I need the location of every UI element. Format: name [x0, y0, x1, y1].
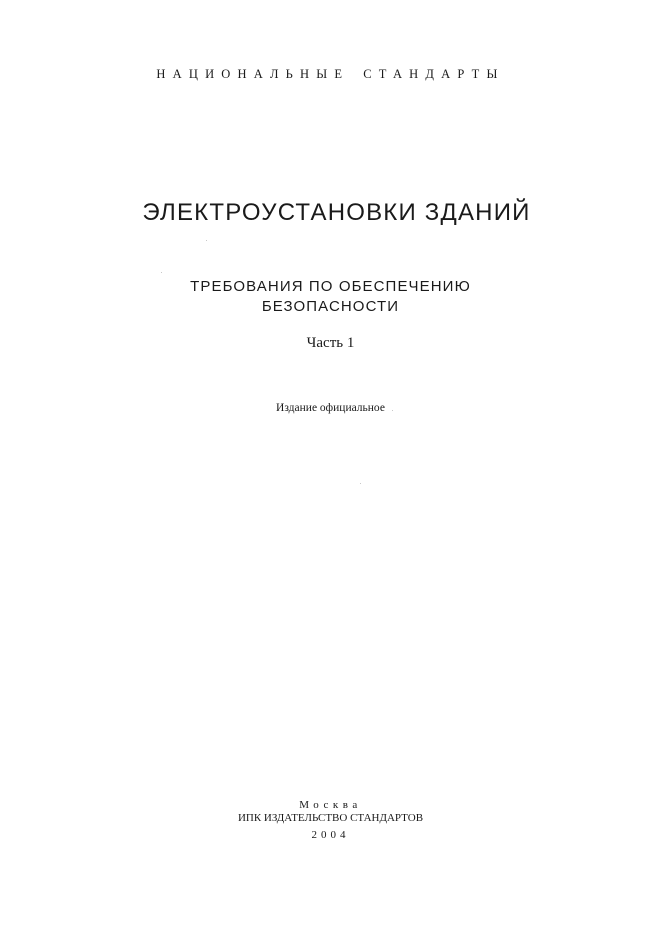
- scan-speck: [161, 272, 162, 273]
- subtitle-line-1: ТРЕБОВАНИЯ ПО ОБЕСПЕЧЕНИЮ: [190, 278, 471, 295]
- part-number: Часть 1: [306, 335, 355, 351]
- imprint-publisher: ИПК ИЗДАТЕЛЬСТВО СТАНДАРТОВ: [237, 812, 424, 824]
- series-word-standards: СТАНДАРТЫ: [363, 67, 505, 81]
- scan-speck: [392, 410, 393, 411]
- imprint-year: 2004: [311, 829, 350, 841]
- edition-label: Издание официальное: [276, 402, 385, 414]
- series-word-national: НАЦИОНАЛЬНЫЕ: [156, 67, 350, 81]
- subtitle-line-2: БЕЗОПАСНОСТИ: [261, 298, 400, 315]
- scan-speck: [206, 240, 207, 241]
- document-title: ЭЛЕКТРОУСТАНОВКИ ЗДАНИЙ: [142, 199, 531, 226]
- scan-speck: [360, 483, 361, 484]
- series-heading: [0, 66, 661, 82]
- imprint-city: Москва: [299, 799, 362, 811]
